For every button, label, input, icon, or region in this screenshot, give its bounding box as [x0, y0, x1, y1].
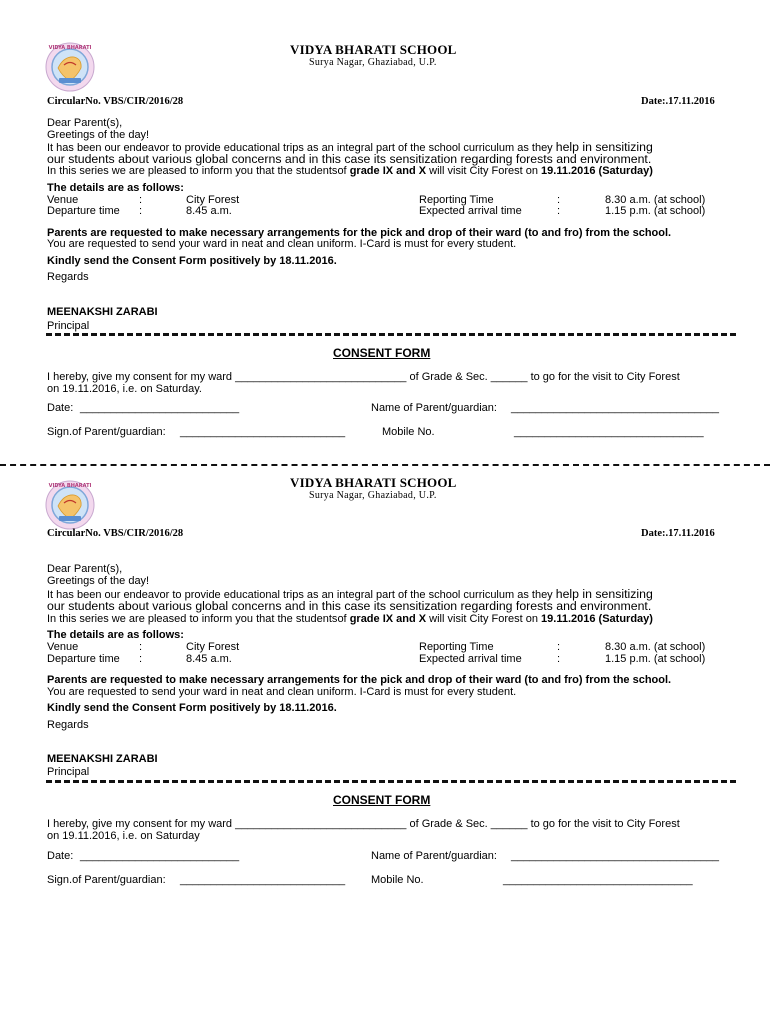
reporting-value: 8.30 a.m. (at school) [605, 194, 706, 206]
mobile-label: Mobile No. [382, 426, 435, 438]
consent-line-1 [47, 371, 680, 383]
signature-blank[interactable]: ___________________________ [180, 874, 346, 886]
grade-sec-blank[interactable]: ______ [490, 818, 528, 830]
mobile-blank[interactable]: _______________________________ [514, 426, 704, 438]
parent-name-blank[interactable]: __________________________________ [511, 850, 720, 862]
section-divider [46, 780, 736, 783]
intro-text-a: It has been our endeavor to provide educational trips as an integral part of the school curriculum as they [47, 589, 553, 601]
venue-colon: : [139, 194, 143, 206]
school-address: Surya Nagar, Ghaziabad, U.P. [309, 490, 437, 501]
circular-number: CircularNo. VBS/CIR/2016/28 [47, 528, 184, 539]
announce-grade: grade IX and X [349, 165, 427, 177]
consent-text-c: to go for the visit to City Forest [530, 818, 680, 830]
arrival-value: 1.15 p.m. (at school) [605, 653, 706, 665]
circular-date: Date:.17.11.2016 [641, 528, 715, 539]
uniform-note: You are requested to send your ward in neat and clean uniform. I-Card is must for every student. [47, 686, 517, 698]
arrival-label: Expected arrival time [419, 653, 522, 665]
announce-of: of [337, 165, 347, 177]
announce-pre: In this series we are pleased to inform you that the students [47, 165, 338, 177]
consent-text-b: of Grade & Sec. [409, 371, 488, 383]
principal-title: Principal [47, 766, 90, 778]
regards: Regards [47, 271, 89, 283]
consent-line-2: on 19.11.2016, i.e. on Saturday. [47, 383, 202, 395]
arrival-colon: : [557, 205, 561, 217]
announce-mid: will visit City Forest on [429, 165, 538, 177]
consent-deadline: Kindly send the Consent Form positively by 18.11.2016. [47, 255, 337, 267]
mobile-label: Mobile No. [371, 874, 424, 886]
date-label: Date: [47, 402, 74, 414]
greeting: Greetings of the day! [47, 575, 150, 587]
school-logo-icon [44, 40, 96, 94]
announce-pre: In this series we are pleased to inform you that the students [47, 613, 338, 625]
school-name: VIDYA BHARATI SCHOOL [290, 42, 457, 57]
announcement-line [47, 613, 653, 625]
signature-label: Sign.of Parent/guardian: [47, 426, 166, 438]
intro-line-2: our students about various global concerns and in this case its sensitization regarding forests and environment. [47, 152, 652, 166]
details-heading: The details are as follows: [47, 629, 184, 641]
school-name: VIDYA BHARATI SCHOOL [290, 475, 457, 490]
circular-date: Date:.17.11.2016 [641, 96, 715, 107]
departure-label: Departure time [47, 205, 120, 217]
reporting-value: 8.30 a.m. (at school) [605, 641, 706, 653]
mobile-blank[interactable]: _______________________________ [503, 874, 693, 886]
ward-name-blank[interactable]: ____________________________ [235, 371, 407, 383]
departure-value: 8.45 a.m. [186, 653, 232, 665]
pickup-note: Parents are requested to make necessary arrangements for the pick and drop of their ward (to and fro) from the school. [47, 674, 672, 686]
reporting-label: Reporting Time [419, 194, 494, 206]
grade-sec-blank[interactable]: ______ [490, 371, 528, 383]
principal-title: Principal [47, 320, 90, 332]
departure-colon: : [139, 205, 143, 217]
intro-text-b: help in sensitizing [555, 140, 653, 154]
ward-name-blank[interactable]: ____________________________ [235, 818, 407, 830]
announce-mid: will visit City Forest on [429, 613, 538, 625]
consent-form-title: CONSENT FORM [333, 346, 431, 360]
principal-name: MEENAKSHI ZARABI [47, 306, 158, 318]
venue-value: City Forest [186, 641, 240, 653]
announcement-line [47, 165, 653, 177]
consent-line-1 [47, 818, 680, 830]
departure-value: 8.45 a.m. [186, 205, 232, 217]
school-logo-icon [44, 478, 96, 532]
consent-text-c: to go for the visit to City Forest [530, 371, 680, 383]
venue-colon: : [139, 641, 143, 653]
pickup-note: Parents are requested to make necessary arrangements for the pick and drop of their ward (to and fro) from the school. [47, 227, 672, 239]
date-blank[interactable]: __________________________ [80, 402, 240, 414]
announce-date: 19.11.2016 (Saturday) [541, 165, 653, 177]
departure-colon: : [139, 653, 143, 665]
intro-text-b: help in sensitizing [555, 587, 653, 601]
announce-date: 19.11.2016 (Saturday) [541, 613, 653, 625]
departure-label: Departure time [47, 653, 120, 665]
date-label: Date: [47, 850, 74, 862]
circular-number: CircularNo. VBS/CIR/2016/28 [47, 96, 184, 107]
arrival-label: Expected arrival time [419, 205, 522, 217]
arrival-colon: : [557, 653, 561, 665]
consent-text-b: of Grade & Sec. [409, 818, 488, 830]
school-address: Surya Nagar, Ghaziabad, U.P. [309, 57, 437, 68]
parent-name-label: Name of Parent/guardian: [371, 402, 497, 414]
arrival-value: 1.15 p.m. (at school) [605, 205, 706, 217]
signature-label: Sign.of Parent/guardian: [47, 874, 166, 886]
venue-label: Venue [47, 194, 79, 206]
regards: Regards [47, 719, 89, 731]
parent-name-label: Name of Parent/guardian: [371, 850, 497, 862]
date-blank[interactable]: __________________________ [80, 850, 240, 862]
consent-deadline: Kindly send the Consent Form positively by 18.11.2016. [47, 702, 337, 714]
reporting-colon: : [557, 194, 561, 206]
consent-line-2: on 19.11.2016, i.e. on Saturday [47, 830, 200, 842]
signature-blank[interactable]: ___________________________ [180, 426, 346, 438]
consent-text-a: I hereby, give my consent for my ward [47, 371, 233, 383]
consent-text-a: I hereby, give my consent for my ward [47, 818, 233, 830]
announce-of: of [337, 613, 347, 625]
consent-form-title: CONSENT FORM [333, 793, 431, 807]
parent-name-blank[interactable]: __________________________________ [511, 402, 720, 414]
greeting: Greetings of the day! [47, 129, 150, 141]
details-heading: The details are as follows: [47, 182, 184, 194]
section-divider [46, 333, 736, 336]
venue-value: City Forest [186, 194, 240, 206]
salutation: Dear Parent(s), [47, 117, 123, 129]
reporting-label: Reporting Time [419, 641, 494, 653]
salutation: Dear Parent(s), [47, 563, 123, 575]
reporting-colon: : [557, 641, 561, 653]
intro-line-2: our students about various global concerns and in this case its sensitization regarding forests and environment. [47, 599, 652, 613]
principal-name: MEENAKSHI ZARABI [47, 753, 158, 765]
uniform-note: You are requested to send your ward in neat and clean uniform. I-Card is must for every student. [47, 238, 517, 250]
venue-label: Venue [47, 641, 79, 653]
intro-text-a: It has been our endeavor to provide educational trips as an integral part of the school curriculum as they [47, 142, 553, 154]
announce-grade: grade IX and X [349, 613, 427, 625]
cut-line [0, 464, 770, 466]
